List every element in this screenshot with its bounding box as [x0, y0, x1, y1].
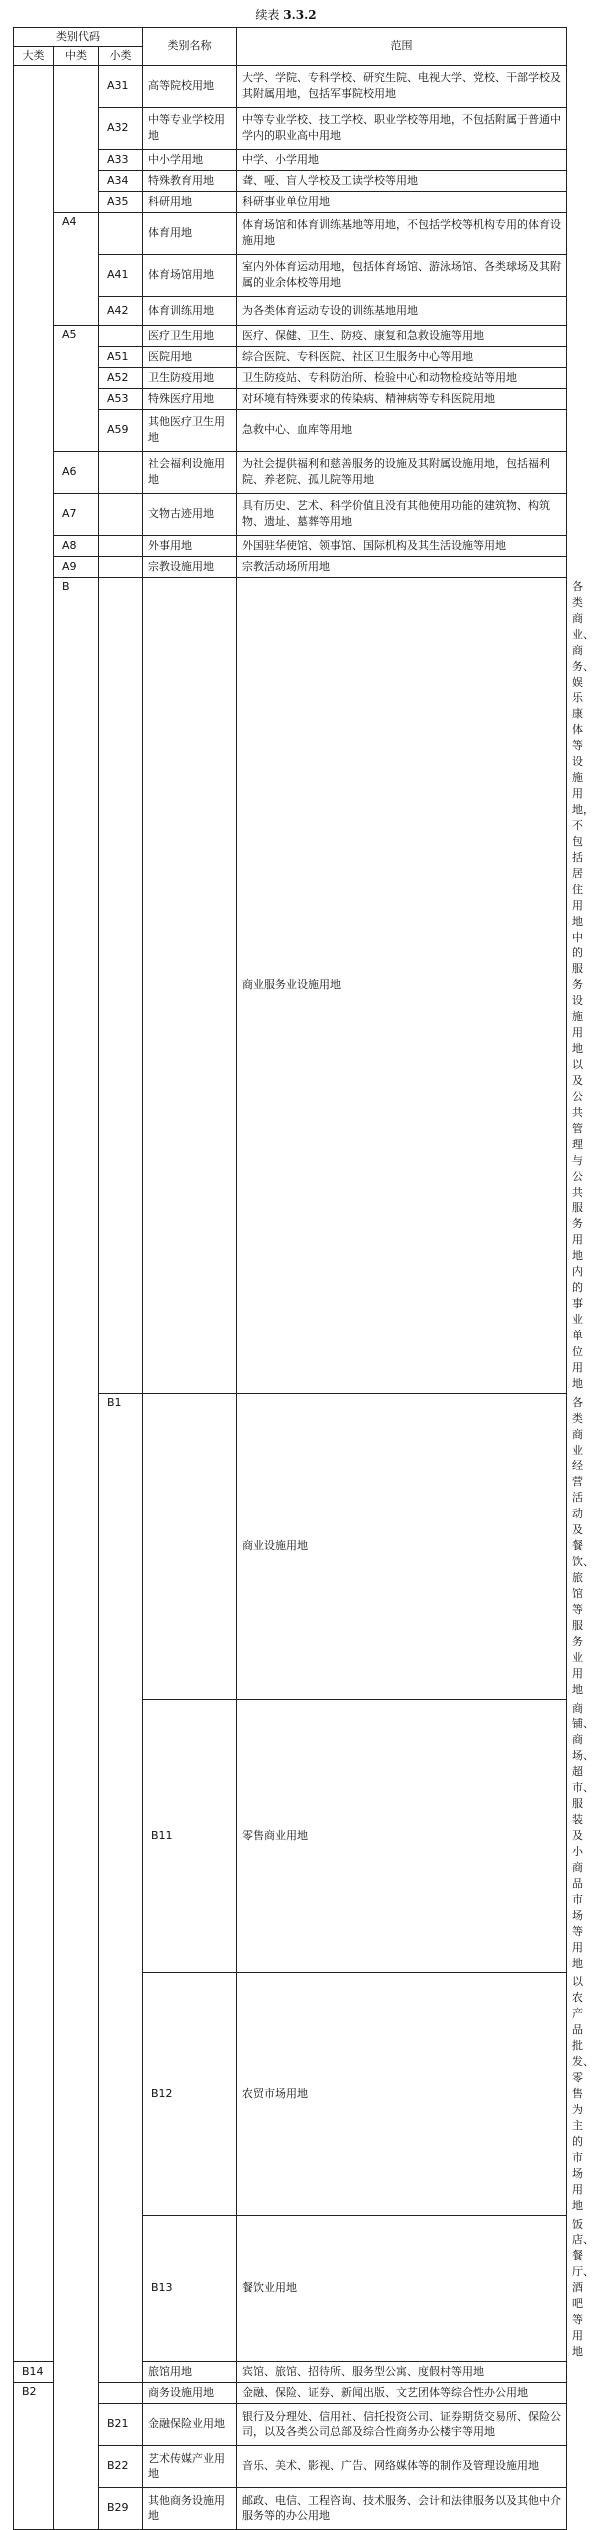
header-category-name: 类别名称 [143, 28, 237, 66]
scope-cell: 音乐、美术、影视、广告、网络媒体等的制作及管理设施用地 [237, 2445, 567, 2487]
scope-cell: 为各类体育运动专设的训练基地用地 [237, 296, 567, 325]
header-major: 大类 [14, 46, 54, 65]
code-cell: A52 [99, 367, 143, 388]
name-cell: 社会福利设施用地 [143, 451, 237, 493]
scope-cell: 中学、小学用地 [237, 149, 567, 170]
code-cell: A51 [99, 346, 143, 367]
code-cell: B1 [99, 1393, 143, 2382]
table-row: B1 商业设施用地 各类商业经营活动及餐饮、旅馆等服务业用地 [14, 1393, 567, 1699]
scope-cell: 聋、哑、盲人学校及工读学校等用地 [237, 170, 567, 191]
code-cell: A33 [99, 149, 143, 170]
code-cell: A42 [99, 296, 143, 325]
table-row [14, 493, 567, 535]
scope-cell: 宾馆、旅馆、招待所、服务型公寓、度假村等用地 [237, 2361, 567, 2382]
caption-number: 3.3.2 [283, 8, 317, 22]
header-category-code: 类别代码 [14, 28, 143, 47]
name-cell: 体育用地 [143, 212, 237, 254]
scope-cell: 外国驻华使馆、领事馆、国际机构及其生活设施等用地 [237, 535, 567, 556]
scope-cell: 金融、保险、证券、新闻出版、文艺团体等综合性办公用地 [237, 2382, 567, 2403]
code-cell: A35 [99, 191, 143, 212]
medium-cell-empty [99, 577, 143, 1393]
name-cell: 医疗卫生用地 [143, 325, 237, 346]
name-cell: 商务设施用地 [143, 2382, 237, 2403]
minor-cell-empty [99, 451, 143, 493]
name-cell: 商业服务业设施用地 [237, 577, 567, 1393]
code-cell: A5 [54, 325, 99, 451]
scope-cell: 中等专业学校、技工学校、职业学校等用地，不包括附属于普通中学内的职业高中用地 [237, 107, 567, 149]
minor-cell-empty [143, 577, 237, 1393]
scope-cell: 卫生防疫站、专科防治所、检验中心和动物检疫站等用地 [237, 367, 567, 388]
table-row [14, 535, 567, 556]
scope-cell: 医疗、保健、卫生、防疫、康复和急救设施等用地 [237, 325, 567, 346]
scope-cell: 急救中心、血库等用地 [237, 409, 567, 451]
name-cell: 宗教设施用地 [143, 556, 237, 577]
code-cell: A32 [99, 107, 143, 149]
name-cell: 餐饮业用地 [237, 2215, 567, 2361]
table-row: B13 餐饮业用地 饭店、餐厅、酒吧等用地 [14, 2215, 567, 2361]
name-cell: 中小学用地 [143, 149, 237, 170]
table-row [14, 65, 567, 107]
header-scope: 范围 [237, 28, 567, 66]
name-cell: 艺术传媒产业用地 [143, 2445, 237, 2487]
code-cell: B11 [143, 1699, 237, 1973]
name-cell: 医院用地 [143, 346, 237, 367]
caption-prefix: 续表 [255, 8, 280, 22]
name-cell: 其他商务设施用地 [143, 2487, 237, 2529]
name-cell: 文物古迹用地 [143, 493, 237, 535]
code-cell: B [54, 577, 99, 2529]
code-cell: A41 [99, 254, 143, 296]
scope-cell: 具有历史、艺术、科学价值且没有其他使用功能的建筑物、构筑物、遗址、墓葬等用地 [237, 493, 567, 535]
name-cell: 旅馆用地 [143, 2361, 237, 2382]
name-cell: 其他医疗卫生用地 [143, 409, 237, 451]
table-row [14, 325, 567, 346]
table-row: B11 零售商业用地 商铺、商场、超市、服装及小商品市场等用地 [14, 1699, 567, 1973]
name-cell: 特殊教育用地 [143, 170, 237, 191]
code-cell: B22 [99, 2445, 143, 2487]
name-cell: 零售商业用地 [237, 1699, 567, 1973]
code-cell: B2 [14, 2382, 54, 2529]
code-cell: A9 [54, 556, 99, 577]
major-cell-a [14, 65, 54, 2361]
scope-cell: 科研事业单位用地 [237, 191, 567, 212]
scope-cell: 综合医院、专科医院、社区卫生服务中心等用地 [237, 346, 567, 367]
header-medium: 中类 [54, 46, 99, 65]
minor-cell-empty [143, 1393, 237, 1699]
code-cell: B14 [14, 2361, 54, 2382]
table-caption [0, 6, 572, 23]
minor-cell-empty [99, 556, 143, 577]
minor-cell-empty [99, 2382, 143, 2403]
name-cell: 科研用地 [143, 191, 237, 212]
code-cell: B29 [99, 2487, 143, 2529]
minor-cell-empty [99, 212, 143, 254]
header-row [14, 28, 567, 47]
code-cell: A59 [99, 409, 143, 451]
table-row [14, 212, 567, 254]
name-cell: 金融保险业用地 [143, 2403, 237, 2445]
name-cell: 中等专业学校用地 [143, 107, 237, 149]
medium-cell-a3 [54, 65, 99, 212]
land-use-classification-table [13, 27, 594, 2530]
code-cell: A4 [54, 212, 99, 325]
code-cell: A53 [99, 388, 143, 409]
code-cell: B12 [143, 1973, 237, 2215]
scope-cell: 邮政、电信、工程咨询、技术服务、会计和法律服务以及其他中介服务等的办公用地 [237, 2487, 567, 2529]
table-row [14, 556, 567, 577]
scope-cell: 宗教活动场所用地 [237, 556, 567, 577]
name-cell: 特殊医疗用地 [143, 388, 237, 409]
code-cell: A34 [99, 170, 143, 191]
name-cell: 高等院校用地 [143, 65, 237, 107]
scope-cell: 体育场馆和体育训练基地等用地，不包括学校等机构专用的体育设施用地 [237, 212, 567, 254]
name-cell: 体育训练用地 [143, 296, 237, 325]
scope-cell: 室内外体育运动用地，包括体育场馆、游泳场馆、各类球场及其附属的业余体校等用地 [237, 254, 567, 296]
name-cell: 外事用地 [143, 535, 237, 556]
minor-cell-empty [99, 535, 143, 556]
code-cell: A8 [54, 535, 99, 556]
scope-cell: 大学、学院、专科学校、研究生院、电视大学、党校、干部学校及其附属用地，包括军事院校用地 [237, 65, 567, 107]
minor-cell-empty [99, 325, 143, 346]
name-cell: 体育场馆用地 [143, 254, 237, 296]
minor-cell-empty [99, 493, 143, 535]
code-cell: A6 [54, 451, 99, 493]
code-cell: A31 [99, 65, 143, 107]
scope-cell: 对环境有特殊要求的传染病、精神病等专科医院用地 [237, 388, 567, 409]
code-cell: B21 [99, 2403, 143, 2445]
name-cell: 卫生防疫用地 [143, 367, 237, 388]
name-cell: 商业设施用地 [237, 1393, 567, 1699]
table-row [14, 451, 567, 493]
table-row: B 商业服务业设施用地 各类商业、商务、娱乐康体等设施用地，不包括居住用地中的服务设施用地以及公共管理与公共服务用地内的事业单位用地 [14, 577, 567, 1393]
scope-cell: 为社会提供福利和慈善服务的设施及其附属设施用地，包括福利院、养老院、孤儿院等用地 [237, 451, 567, 493]
header-minor: 小类 [99, 46, 143, 65]
name-cell: 农贸市场用地 [237, 1973, 567, 2215]
code-cell: B13 [143, 2215, 237, 2361]
code-cell: A7 [54, 493, 99, 535]
scope-cell: 银行及分理处、信用社、信托投资公司、证券期货交易所、保险公司，以及各类公司总部及综合性商务办公楼宇等用地 [237, 2403, 567, 2445]
table-row: B12 农贸市场用地 以农产品批发、零售为主的市场用地 [14, 1973, 567, 2215]
